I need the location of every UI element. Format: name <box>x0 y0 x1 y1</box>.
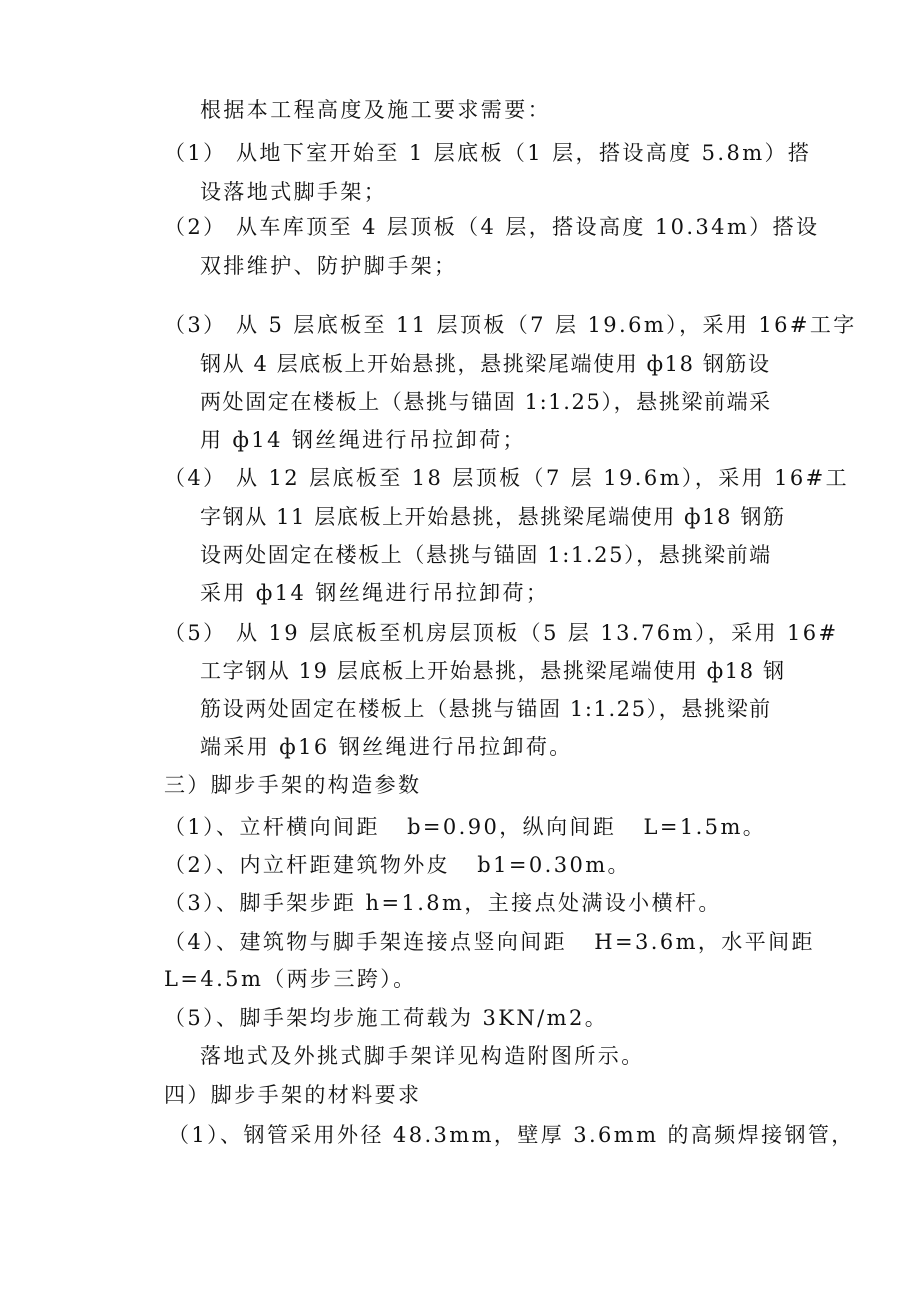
item-1-line-1: 从地下室开始至 1 层底板（1 层，搭设高度 5.8m）搭 <box>236 141 812 165</box>
intro-line: 根据本工程高度及施工要求需要： <box>200 98 551 122</box>
section-4-heading: 四）脚步手架的材料要求 <box>164 1083 422 1107</box>
section-3-note: 落地式及外挑式脚手架详见构造附图所示。 <box>200 1044 645 1068</box>
item-3-line-4: 用 ф14 钢丝绳进行吊拉卸荷； <box>200 428 526 452</box>
item-2-line-2: 双排维护、防护脚手架； <box>200 254 458 278</box>
item-4-line-3: 设两处固定在楼板上（悬挑与锚固 1:1.25），悬挑梁前端 <box>200 543 772 567</box>
item-1-line-2: 设落地式脚手架； <box>200 180 388 204</box>
item-4-line-2: 字钢从 11 层底板上开始悬挑，悬挑梁尾端使用 ф18 钢筋 <box>200 505 786 529</box>
item-3-line-1: 从 5 层底板至 11 层顶板（7 层 19.6m），采用 16#工字 <box>236 313 857 337</box>
item-5-line-4: 端采用 ф16 钢丝绳进行吊拉卸荷。 <box>200 735 573 759</box>
item-4-line-1: 从 12 层底板至 18 层顶板（7 层 19.6m），采用 16#工 <box>236 466 850 490</box>
item-4-line-4: 采用 ф14 钢丝绳进行吊拉卸荷； <box>200 581 550 605</box>
item-5-line-2: 工字钢从 19 层底板上开始悬挑，悬挑梁尾端使用 ф18 钢 <box>200 659 786 683</box>
section-3-param-5: （5）、脚手架均步施工荷载为 3KN/m2。 <box>164 1006 609 1030</box>
item-2-line-1: 从车库顶至 4 层顶板（4 层，搭设高度 10.34m）搭设 <box>236 215 820 239</box>
item-1-label: （1） <box>164 141 227 165</box>
item-5-line-1: 从 19 层底板至机房层顶板（5 层 13.76m），采用 16# <box>236 621 839 645</box>
section-3-param-1: （1）、立杆横向间距 b=0.90，纵向间距 L=1.5m。 <box>164 815 767 839</box>
item-5-line-3: 筋设两处固定在楼板上（悬挑与锚固 1:1.25），悬挑梁前 <box>200 697 772 721</box>
item-2-label: （2） <box>164 215 227 239</box>
section-3-heading: 三）脚步手架的构造参数 <box>164 773 422 797</box>
item-3-line-2: 钢从 4 层底板上开始悬挑，悬挑梁尾端使用 ф18 钢筋设 <box>200 352 771 376</box>
section-3-param-3: （3）、脚手架步距 h=1.8m，主接点处满设小横杆。 <box>164 891 722 915</box>
section-3-param-4-cont: L=4.5m（两步三跨）。 <box>164 967 417 991</box>
section-3-param-2: （2）、内立杆距建筑物外皮 b1=0.30m。 <box>164 853 631 877</box>
section-3-param-4: （4）、建筑物与脚手架连接点竖向间距 H=3.6m，水平间距 <box>164 930 815 954</box>
section-4-item-1: （1）、钢管采用外径 48.3mm，壁厚 3.6mm 的高频焊接钢管， <box>168 1123 855 1147</box>
item-3-label: （3） <box>164 313 227 337</box>
item-4-label: （4） <box>164 466 227 490</box>
item-5-label: （5） <box>164 621 227 645</box>
item-3-line-3: 两处固定在楼板上（悬挑与锚固 1:1.25），悬挑梁前端采 <box>200 390 772 414</box>
